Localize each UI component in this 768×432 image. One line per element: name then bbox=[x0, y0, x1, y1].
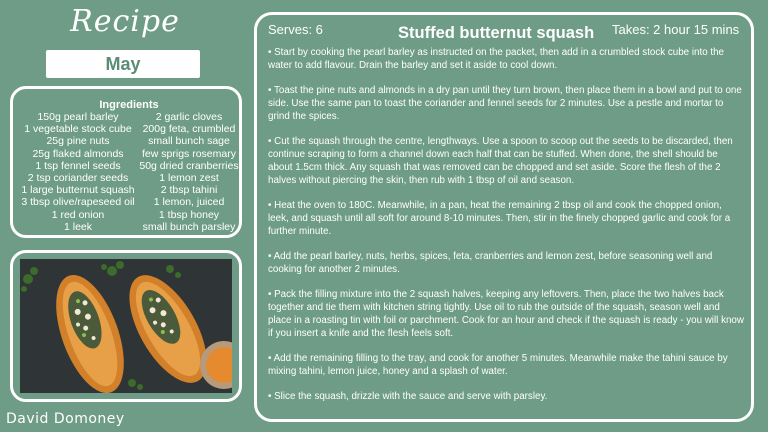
author-name: David Domoney bbox=[6, 411, 125, 427]
stuffed-squash-illustration bbox=[20, 259, 232, 393]
ingredient-item: 1 lemon zest bbox=[159, 172, 219, 185]
serves-label: Serves: 6 bbox=[268, 22, 323, 37]
ingredient-item: 3 tbsp olive/rapeseed oil bbox=[21, 196, 135, 209]
method-step: • Add the remaining filling to the tray, and cook for another 5 minutes. Meanwhile make the tahini sauce by mixing tahini, lemon juice, honey and a splash of water. bbox=[268, 353, 728, 377]
ingredients-panel bbox=[10, 86, 242, 238]
method-step: • Add the pearl barley, nuts, herbs, spices, feta, cranberries and lemon zest, before seasoning well and cooking for another 2 minutes. bbox=[268, 251, 713, 275]
takes-label: Takes: 2 hour 15 mins bbox=[612, 22, 740, 37]
month-label: May bbox=[105, 54, 141, 74]
ingredient-item: small bunch parsley bbox=[142, 220, 236, 233]
ingredients-heading: Ingredients bbox=[99, 99, 159, 111]
ingredient-item: 1 tbsp honey bbox=[158, 208, 220, 221]
method-steps bbox=[268, 46, 744, 415]
month-banner bbox=[46, 50, 200, 78]
ingredient-item: 1 lemon, juiced bbox=[153, 196, 225, 209]
dish-photo bbox=[20, 259, 232, 393]
method-step: • Toast the pine nuts and almonds in a dry pan until they turn brown, then place them in a bowl and put to one side. Use the same pan to toast the coriander and fennel seeds for 2 minutes. Use a pestle and mortar to grind the spices. bbox=[268, 85, 742, 122]
method-step: • Cut the squash through the centre, lengthways. Use a spoon to scoop out the seeds to be discarded, then continue scraping to form a channel down each half that can be stuffed. When done, the shell should be about 1.5cm thick. Any squash that was removed can be chopped and set aside. Score the flesh of the 2 halves without piercing the skin, then rub with 1 tbsp of oil and season. bbox=[268, 136, 733, 186]
ingredient-item: 2 garlic cloves bbox=[155, 111, 223, 123]
ingredient-item: 1 large butternut squash bbox=[21, 184, 135, 197]
recipe-title: Stuffed butternut squash bbox=[398, 24, 595, 42]
ingredients-list-right bbox=[135, 111, 243, 233]
dish-photo-frame bbox=[10, 250, 242, 402]
method-step: • Heat the oven to 180C. Meanwhile, in a pan, heat the remaining 2 tbsp oil and cook the chopped onion, leek, and squash until all soft for around 8-10 minutes. Then, stir in the finely chopped garlic and cook for a further minute. bbox=[268, 200, 731, 237]
method-step: • Start by cooking the pearl barley as instructed on the packet, then add in a crumbled stock cube into the water to add flavour. Drain the barley and set it aside to cool down. bbox=[268, 47, 724, 71]
ingredient-item: small bunch sage bbox=[148, 135, 230, 148]
ingredient-item: 25g flaked almonds bbox=[32, 147, 124, 160]
ingredient-item: 2 tbsp tahini bbox=[160, 184, 218, 197]
ingredient-item: 150g pearl barley bbox=[37, 111, 119, 123]
ingredient-item: 2 tsp coriander seeds bbox=[27, 172, 129, 185]
ingredient-item: 25g pine nuts bbox=[46, 135, 110, 148]
ingredient-item: few sprigs rosemary bbox=[142, 147, 236, 160]
ingredient-item: 1 red onion bbox=[51, 208, 105, 221]
ingredients-list-left bbox=[19, 111, 137, 233]
ingredient-item: 50g dried cranberries bbox=[139, 159, 239, 172]
ingredient-item: 200g feta, crumbled bbox=[142, 123, 236, 136]
method-step: • Slice the squash, drizzle with the sauce and serve with parsley. bbox=[268, 391, 548, 402]
page-title: Recipe bbox=[70, 4, 180, 39]
method-step: • Pack the filling mixture into the 2 squash halves, keeping any leftovers. Then, place the two halves back together and tie them with kitchen string tightly. Use oil to rub the outside of the squash, season well and place in a roasting tin with foil or parchment. Cook for an hour and check if the squash is ready - you will know if you insert a knife and the flesh feels soft. bbox=[268, 289, 744, 339]
ingredient-item: 1 vegetable stock cube bbox=[24, 123, 132, 136]
ingredient-item: 1 leek bbox=[63, 220, 93, 233]
ingredient-item: 1 tsp fennel seeds bbox=[35, 159, 121, 172]
